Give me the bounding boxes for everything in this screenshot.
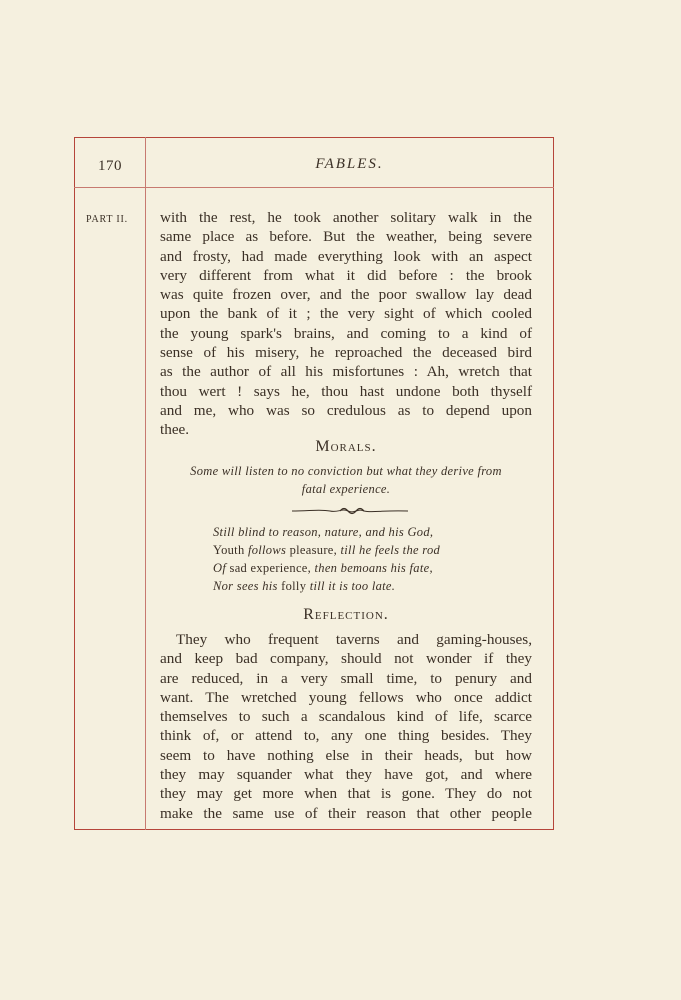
body-line: the young spark's brains, and coming to a kind of [160, 324, 532, 342]
reflection-line: think of, or attend to, any one thing besides. They [160, 727, 532, 745]
margin-rule [145, 137, 146, 830]
verse-line: Of sad experience, then bemoans his fate, [213, 561, 433, 575]
reflection-line: They who frequent taverns and gaming-houses, [176, 631, 532, 648]
reflection-line: want. The wretched young fellows who once addict [160, 688, 532, 706]
page-number: 170 [98, 158, 122, 174]
part-label: PART II. [86, 214, 128, 225]
body-line: upon the bank of it ; the very sight of which cooled [160, 305, 532, 323]
moral-line: Some will listen to no conviction but what they derive from [190, 464, 502, 478]
reflection-paragraph [160, 630, 532, 823]
body-line: very different from what it did before : the brook [160, 266, 532, 284]
header-rule [74, 187, 554, 188]
body-line: with the rest, he took another solitary walk in the [160, 209, 532, 226]
reflection-line: and keep bad company, should not wonder if they [160, 650, 532, 668]
reflection-line: make the same use of their reason that other people [160, 804, 532, 822]
body-line: sense of his misery, he reproached the deceased bird [160, 344, 532, 362]
reflection-line: seem to have nothing else in their heads, but how [160, 746, 532, 764]
reflection-line: are reduced, in a very small time, to penury and [160, 669, 532, 687]
reflection-line: they may get more when that is gone. They do not [160, 785, 532, 803]
body-line: thou wert ! says he, thou hast undone both thyself [160, 382, 532, 400]
body-paragraph [160, 208, 532, 440]
body-line: and frosty, had made everything look with an aspect [160, 247, 532, 265]
reflection-line: themselves to such a scandalous kind of life, scarce [160, 708, 532, 726]
reflection-line: they may squander what they have got, and where [160, 766, 532, 784]
body-line: thee. [160, 421, 190, 439]
body-line: as the author of all his misfortunes : Ah, wretch that [160, 363, 532, 381]
verse-line: Still blind to reason, nature, and his God, [213, 525, 434, 539]
morals-heading: Morals. [315, 438, 377, 455]
verse-block [213, 523, 513, 595]
running-head: FABLES. [315, 156, 384, 172]
ornament-divider [290, 505, 410, 517]
body-line: was quite frozen over, and the poor swallow lay dead [160, 286, 532, 304]
body-line: same place as before. But the weather, being severe [160, 228, 532, 246]
body-line: and me, who was so credulous as to depend upon [160, 401, 532, 419]
moral-line: fatal experience. [301, 482, 391, 496]
verse-line: Nor sees his folly till it is too late. [213, 579, 396, 593]
verse-line: Youth follows pleasure, till he feels the rod [213, 543, 441, 557]
reflection-heading: Reflection. [303, 606, 389, 623]
